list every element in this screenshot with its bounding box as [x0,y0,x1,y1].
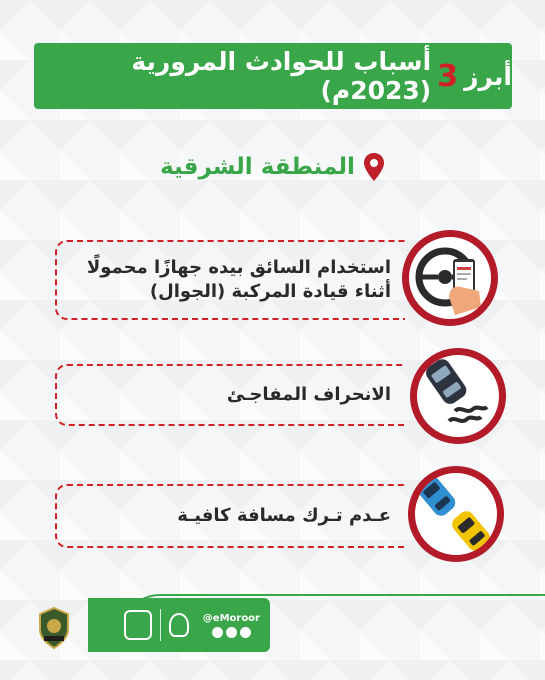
social-handle[interactable]: @eMoroor [202,612,260,624]
title-banner [34,43,512,109]
region-name: المنطقة الشرقية [160,154,355,180]
social-block [203,613,260,638]
sudden-swerve-icon [410,348,506,444]
phone-while-driving-icon [402,230,498,326]
cause-item-2 [55,364,405,426]
traffic-department-emblem [36,606,72,650]
youtube-icon[interactable] [240,627,251,638]
government-logos [124,609,189,641]
title-suffix: أسباب للحوادث المرورية (2023م) [131,47,432,105]
location-pin-icon [363,152,385,182]
region-heading [0,147,545,187]
rear-end-collision-icon [408,466,504,562]
cause-1-line-2: أثناء قيادة المركبة (الجوال) [149,281,391,302]
title-prefix: أبرز [464,61,512,91]
footer-bar [88,598,270,652]
ministry-logo [124,610,152,640]
facebook-icon[interactable] [226,627,237,638]
cause-3-line-1: عـدم تـرك مسافة كافيـة [177,504,391,526]
x-icon[interactable] [212,627,223,638]
title-number: 3 [437,58,459,94]
cause-item-1 [55,240,405,320]
cause-2-line-1: الانحراف المفاجـئ [226,383,391,405]
cause-item-3 [55,484,405,548]
kingdom-emblem [169,613,189,637]
cause-1-line-1: استخدام السائق بيده جهازًا محمولًا [86,256,391,278]
